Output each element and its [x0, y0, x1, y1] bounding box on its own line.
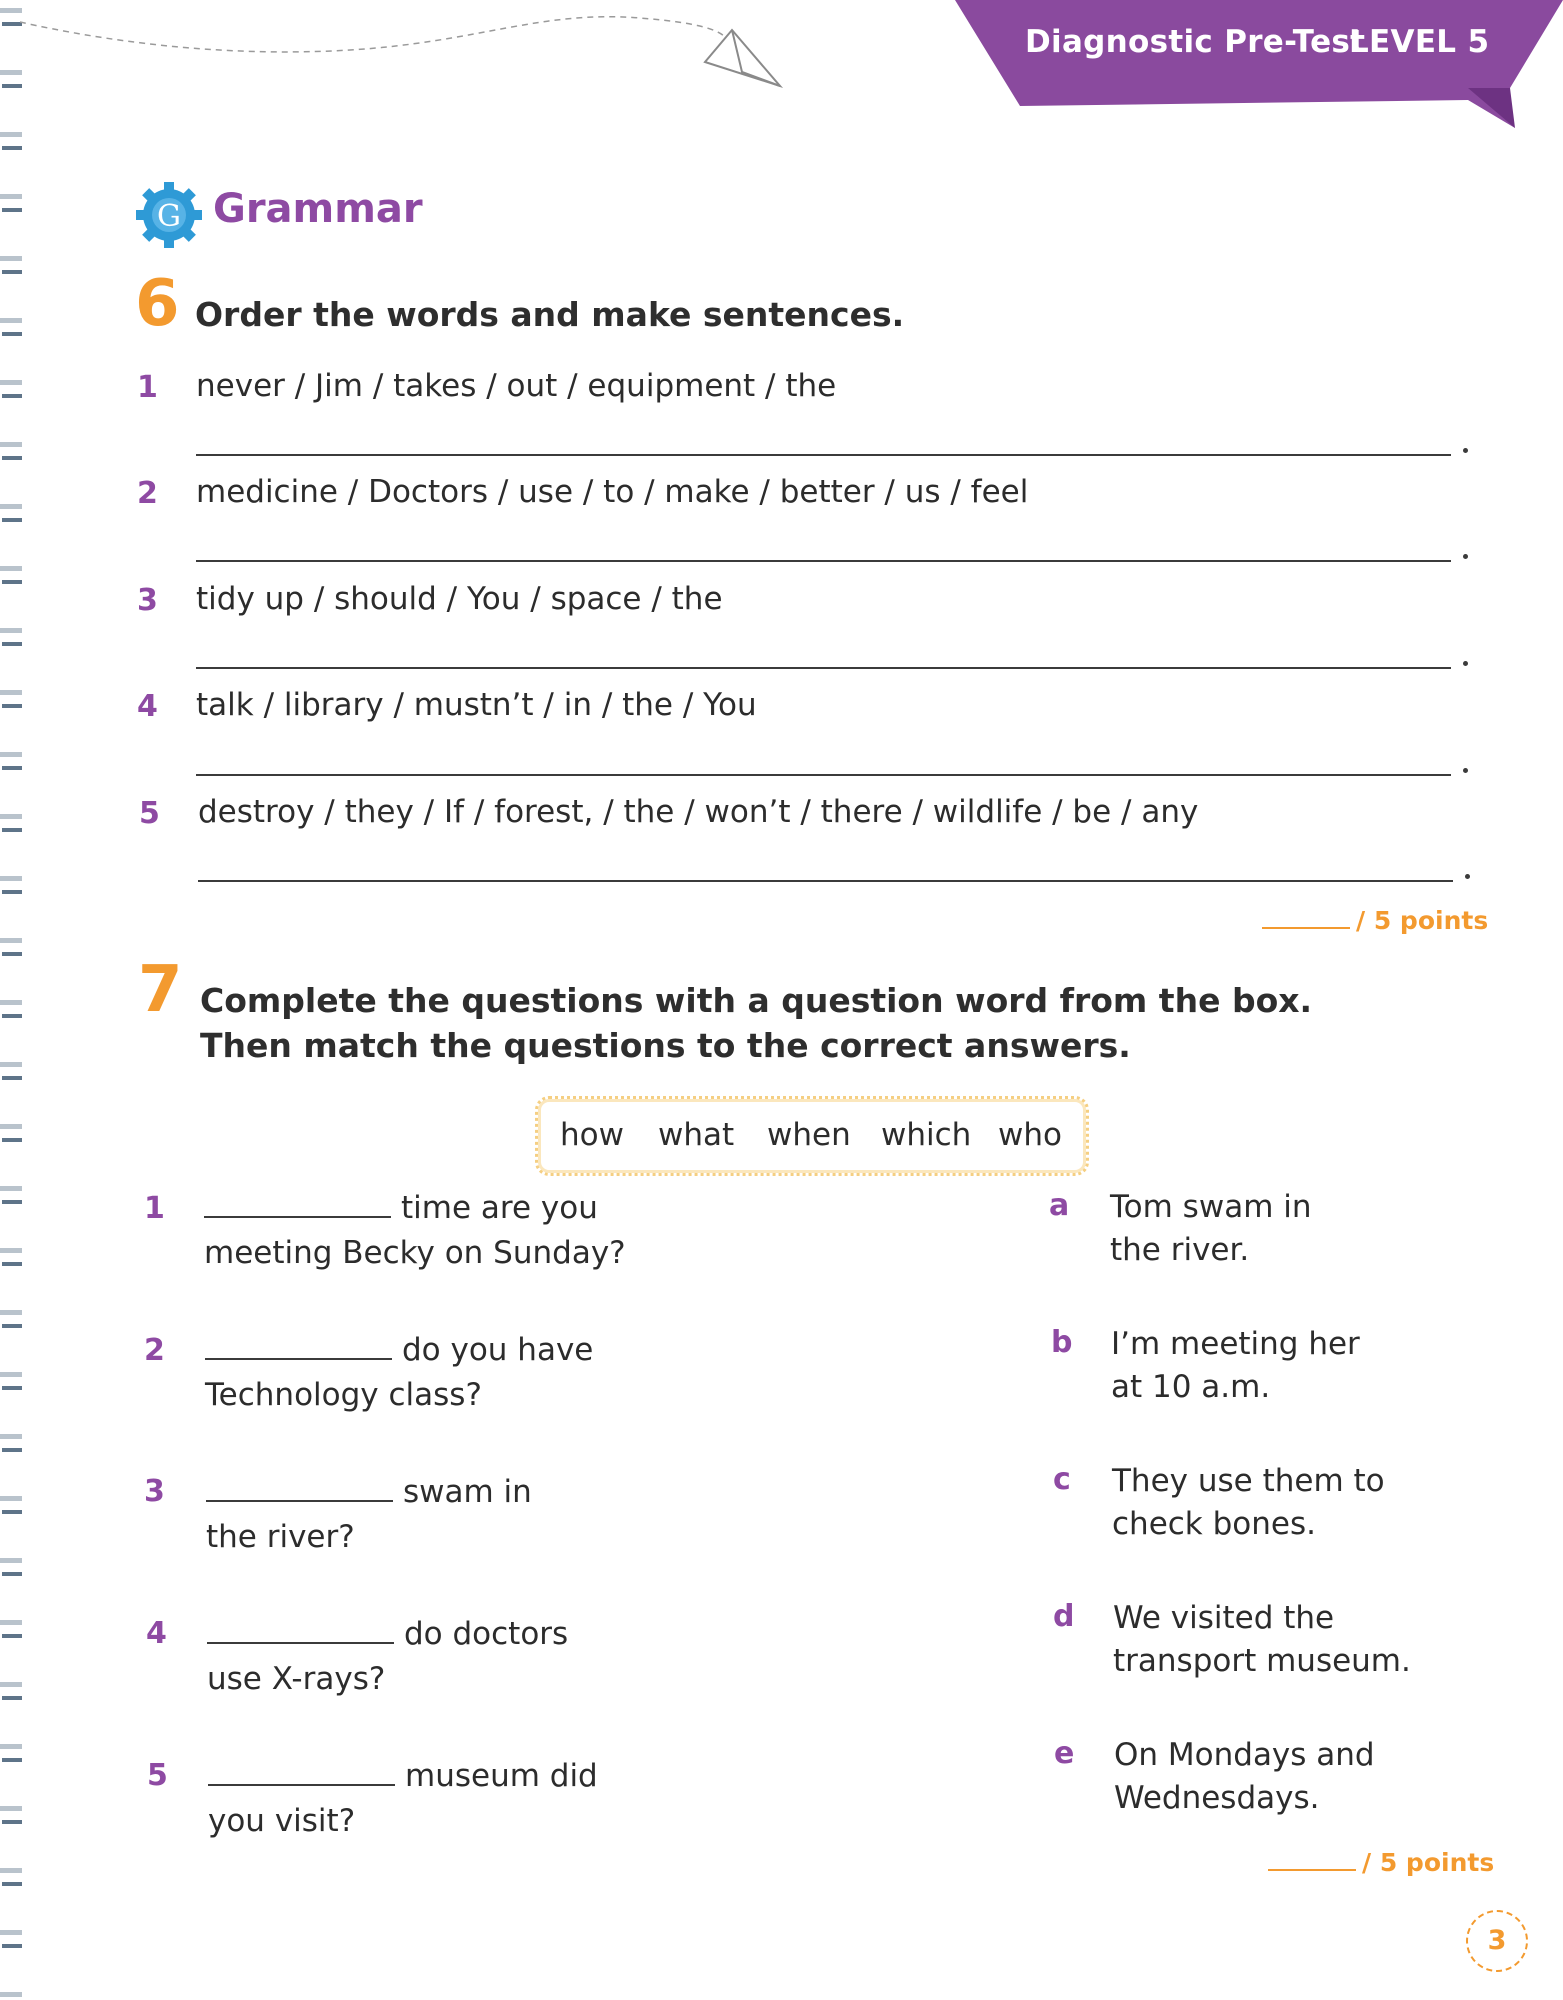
question-text: time are you [401, 1190, 598, 1226]
ex6-item-number: 3 [137, 583, 158, 618]
gear-icon [132, 178, 206, 252]
ex7-score [1268, 1848, 1494, 1877]
ex7-question-number: 4 [146, 1616, 167, 1651]
ex7-answer-line1: I’m meeting her [1111, 1326, 1360, 1362]
score-blank[interactable] [1262, 927, 1350, 929]
ex6-item-number: 5 [139, 796, 160, 831]
question-text: museum did [405, 1758, 598, 1794]
exercise-7-number: 7 [138, 953, 183, 1027]
ex7-answer-line2: at 10 a.m. [1111, 1369, 1271, 1405]
ex6-item-prompt: never / Jim / takes / out / equipment / the [196, 368, 837, 404]
full-stop [1463, 554, 1468, 559]
ex7-answer-letter: e [1054, 1736, 1075, 1771]
ex7-question-line1 [204, 1190, 598, 1226]
ex7-question-number: 3 [144, 1474, 165, 1509]
ex6-item-prompt: destroy / they / If / forest, / the / won’t / there / wildlife / be / any [198, 794, 1199, 830]
ex6-score [1262, 906, 1488, 935]
ex7-question-line2: you visit? [208, 1803, 356, 1839]
section-title: Grammar [213, 186, 423, 232]
full-stop [1463, 768, 1468, 773]
full-stop [1463, 661, 1468, 666]
ex7-question-line2: meeting Becky on Sunday? [204, 1235, 626, 1271]
word-box-item: who [998, 1117, 1062, 1153]
ex7-question-line1 [208, 1758, 598, 1794]
test-title: Diagnostic Pre-Test [1025, 24, 1366, 60]
question-text: swam in [403, 1474, 532, 1510]
ex7-answer-letter: d [1053, 1599, 1075, 1634]
question-text: do doctors [404, 1616, 569, 1652]
exercise-6-instruction: Order the words and make sentences. [195, 295, 905, 334]
page-number: 3 [1466, 1910, 1528, 1972]
ex7-question-line2: use X-rays? [207, 1661, 386, 1697]
level-label: LEVEL 5 [1349, 24, 1490, 60]
ex7-question-line1 [206, 1474, 532, 1510]
header-ribbon [950, 0, 1563, 130]
ex7-answer-letter: a [1049, 1188, 1070, 1223]
answer-line[interactable] [196, 667, 1451, 669]
ex7-question-line1 [205, 1332, 593, 1368]
paper-plane-icon [705, 30, 780, 86]
ex7-answer-line2: Wednesdays. [1114, 1780, 1320, 1816]
word-box-item: how [560, 1117, 624, 1153]
question-text: do you have [402, 1332, 594, 1368]
answer-line[interactable] [196, 560, 1451, 562]
ex7-answer-line1: Tom swam in [1110, 1189, 1312, 1225]
ex6-item-prompt: tidy up / should / You / space / the [196, 581, 723, 617]
ex6-item-prompt: medicine / Doctors / use / to / make / better / us / feel [196, 474, 1029, 510]
ex7-question-line2: Technology class? [205, 1377, 482, 1413]
ex6-points-label: / 5 points [1356, 906, 1489, 935]
word-box [535, 1096, 1089, 1176]
exercise-6-number: 6 [135, 267, 180, 341]
exercise-7-instruction-line2: Then match the questions to the correct answers. [200, 1026, 1131, 1065]
ex7-answer-line2: transport museum. [1113, 1643, 1411, 1679]
gear-icon-letter: G [157, 199, 181, 234]
question-word-blank[interactable] [207, 1642, 394, 1644]
ex6-item-number: 4 [137, 689, 158, 724]
paper-plane-decoration [20, 0, 800, 100]
ex7-question-line2: the river? [206, 1519, 355, 1555]
word-box-item: which [881, 1117, 972, 1153]
exercise-7-instruction-line1: Complete the questions with a question word from the box. [200, 981, 1313, 1020]
ex7-points-label: / 5 points [1362, 1848, 1495, 1877]
question-word-blank[interactable] [206, 1500, 393, 1502]
ex7-answer-line1: They use them to [1112, 1463, 1385, 1499]
word-box-item: what [658, 1117, 735, 1153]
question-word-blank[interactable] [208, 1784, 395, 1786]
ex6-item-prompt: talk / library / mustn’t / in / the / You [196, 687, 757, 723]
ex7-question-number: 2 [144, 1333, 165, 1368]
ex7-question-number: 5 [147, 1758, 168, 1793]
ex7-question-line1 [207, 1616, 568, 1652]
ex7-answer-letter: c [1053, 1462, 1071, 1497]
full-stop [1465, 874, 1470, 879]
answer-line[interactable] [196, 774, 1451, 776]
ex7-answer-line2: check bones. [1112, 1506, 1316, 1542]
ex7-answer-line1: On Mondays and [1114, 1737, 1375, 1773]
word-box-item: when [767, 1117, 851, 1153]
spiral-binding [0, 0, 28, 2000]
ex6-item-number: 1 [137, 370, 158, 405]
answer-line[interactable] [198, 880, 1453, 882]
question-word-blank[interactable] [205, 1358, 392, 1360]
score-blank[interactable] [1268, 1869, 1356, 1871]
ex6-item-number: 2 [137, 476, 158, 511]
full-stop [1463, 448, 1468, 453]
ex7-answer-line2: the river. [1110, 1232, 1250, 1268]
ex7-answer-line1: We visited the [1113, 1600, 1335, 1636]
question-word-blank[interactable] [204, 1216, 391, 1218]
ex7-question-number: 1 [144, 1191, 165, 1226]
answer-line[interactable] [196, 454, 1451, 456]
ex7-answer-letter: b [1051, 1325, 1073, 1360]
